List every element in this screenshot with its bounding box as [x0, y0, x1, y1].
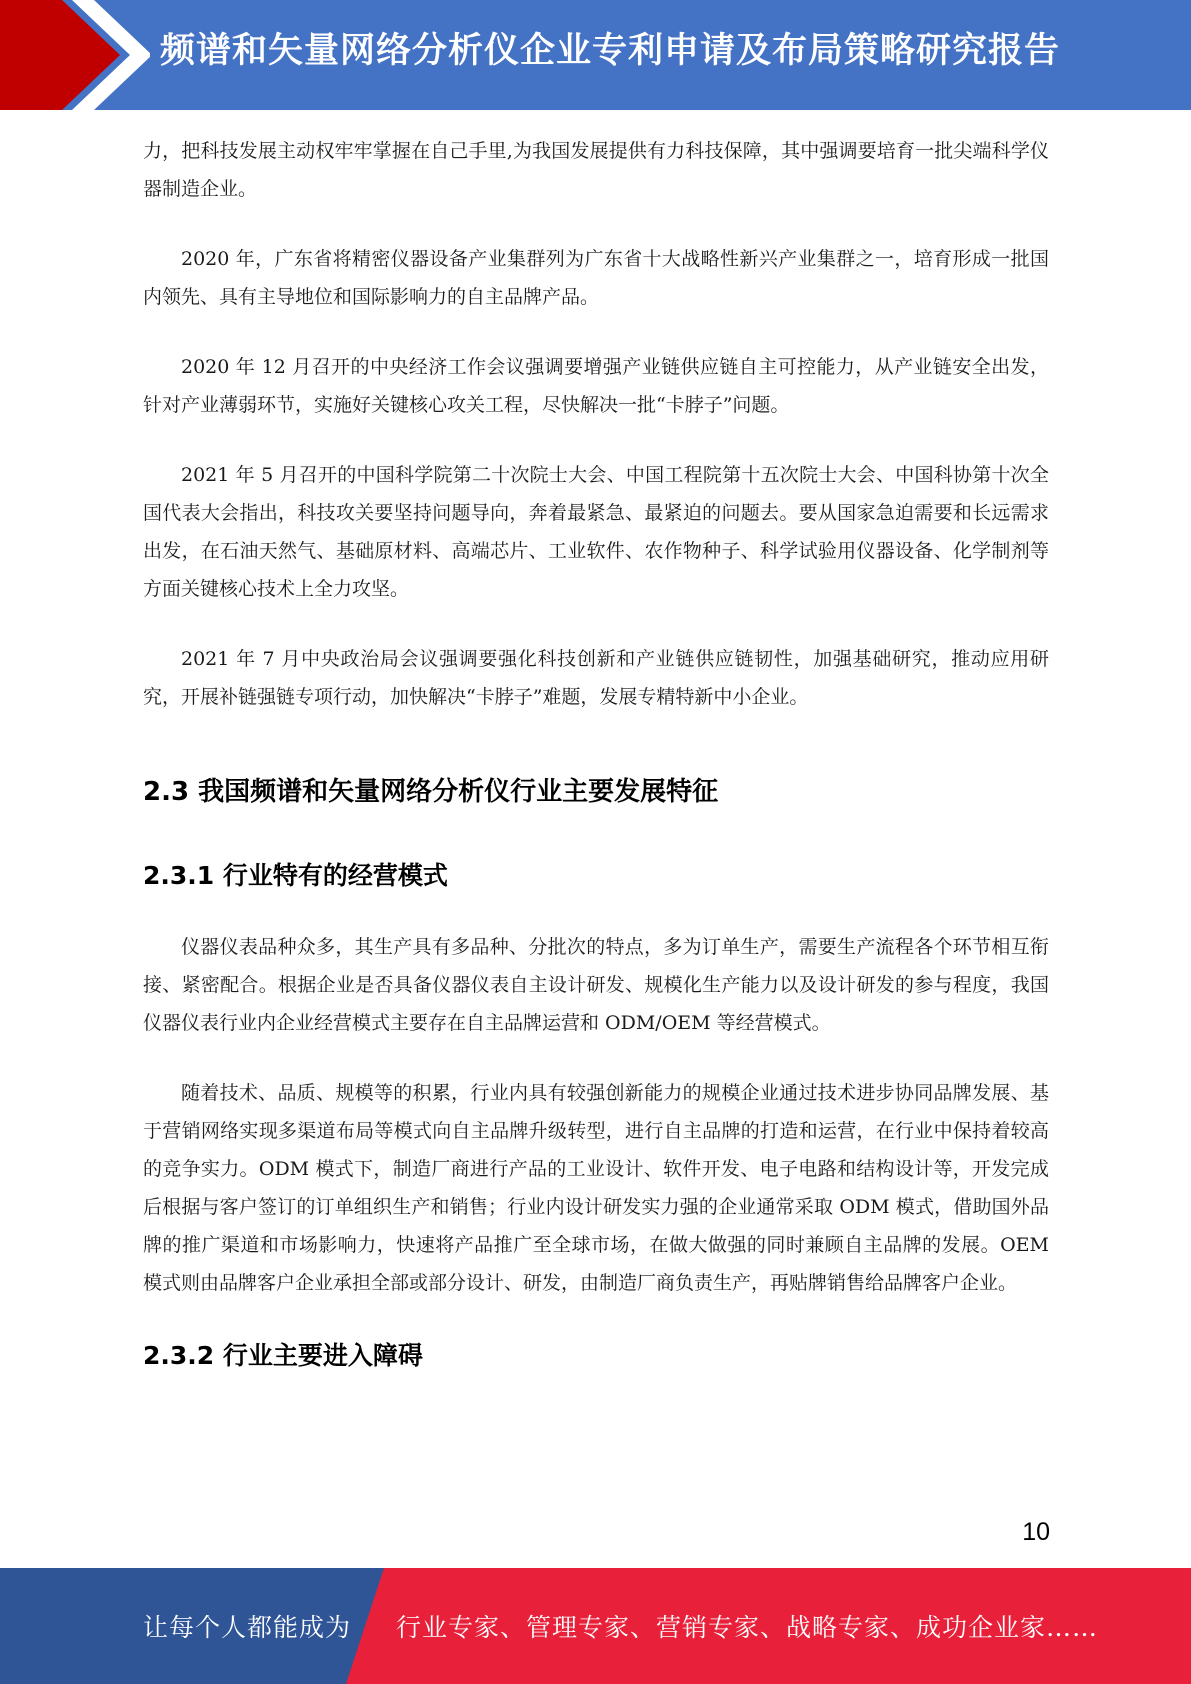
paragraph: 2020 年 12 月召开的中央经济工作会议强调要增强产业链供应链自主可控能力，从产业链安全出发，针对产业薄弱环节，实施好关键核心攻关工程，尽快解决一批“卡脖子”问题。	[143, 356, 1049, 416]
paragraph: 2021 年 7 月中央政治局会议强调要强化科技创新和产业链供应链韧性，加强基础研究，推动应用研究，开展补链强链专项行动，加快解决“卡脖子”难题，发展专精特新中小企业。	[143, 648, 1049, 708]
paragraph: 2021 年 5 月召开的中国科学院第二十次院士大会、中国工程院第十五次院士大会、中国科协第十次全国代表大会指出，科技攻关要坚持问题导向，奔着最紧急、最紧迫的问题去。要从国家急迫需要和长远需求出发，在石油天然气、基础原材料、高端芯片、工业软件、农作物种子、科学试验用仪器设备、化学制剂等方面关键核心技术上全力攻坚。	[143, 464, 1049, 600]
paragraph: 仪器仪表品种众多，其生产具有多品种、分批次的特点，多为订单生产，需要生产流程各个环节相互衔接、紧密配合。根据企业是否具备仪器仪表自主设计研发、规模化生产能力以及设计研发的参与程度，我国仪器仪表行业内企业经营模式主要存在自主品牌运营和 ODM/OEM 等经营模式。	[143, 936, 1049, 1034]
page-footer	[0, 1568, 1191, 1684]
page-header	[0, 0, 1191, 110]
header-arrow-decoration	[0, 0, 150, 110]
paragraph: 随着技术、品质、规模等的积累，行业内具有较强创新能力的规模企业通过技术进步协同品牌发展、基于营销网络实现多渠道布局等模式向自主品牌升级转型，进行自主品牌的打造和运营，在行业中保持着较高的竞争实力。ODM 模式下，制造厂商进行产品的工业设计、软件开发、电子电路和结构设计等，开发完成后根据与客户签订的订单组织生产和销售；行业内设计研发实力强的企业通常采取 ODM 模式，借助国外品牌的推广渠道和市场影响力，快速将产品推广至全球市场，在做大做强的同时兼顾自主品牌的发展。OEM 模式则由品牌客户企业承担全部或部分设计、研发，由制造厂商负责生产，再贴牌销售给品牌客户企业。	[143, 1082, 1049, 1294]
subsection-heading: 2.3.1 行业特有的经营模式	[143, 861, 448, 890]
paragraph: 力，把科技发展主动权牢牢掌握在自己手里,为我国发展提供有力科技保障，其中强调要培育一批尖端科学仪器制造企业。	[143, 140, 1049, 200]
footer-slogan-left: 让每个人都能成为	[143, 1613, 352, 1642]
page-content	[143, 132, 1049, 1408]
report-title: 频谱和矢量网络分析仪企业专利申请及布局策略研究报告	[160, 31, 1061, 71]
subsection-heading: 2.3.2 行业主要进入障碍	[143, 1341, 423, 1370]
page-number: 10	[1022, 1518, 1050, 1546]
paragraph: 2020 年，广东省将精密仪器设备产业集群列为广东省十大战略性新兴产业集群之一，培育形成一批国内领先、具有主导地位和国际影响力的自主品牌产品。	[143, 248, 1049, 308]
section-heading: 2.3 我国频谱和矢量网络分析仪行业主要发展特征	[143, 777, 719, 807]
footer-slogan-right: 行业专家、管理专家、营销专家、战略专家、成功企业家……	[396, 1613, 1099, 1642]
